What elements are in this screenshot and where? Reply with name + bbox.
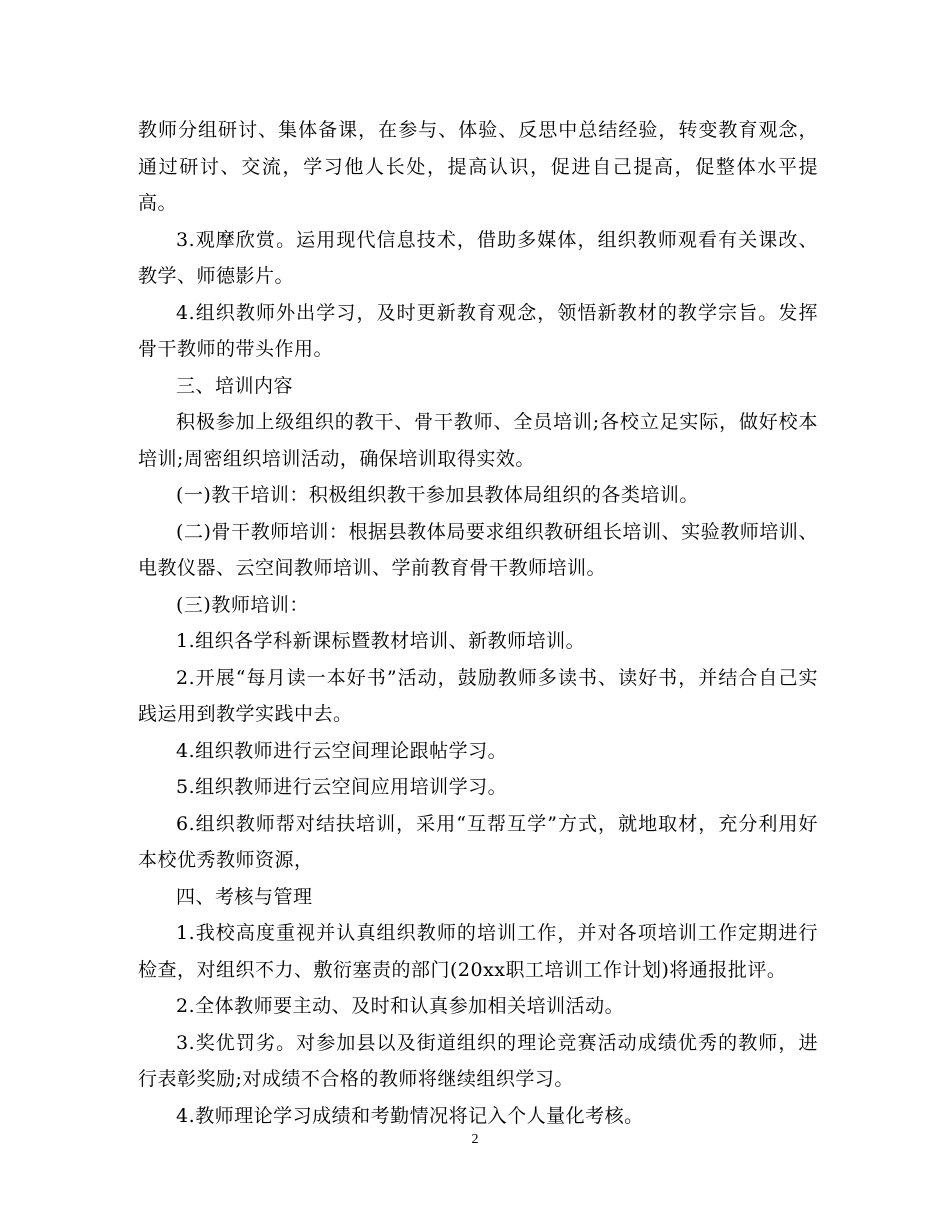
paragraph: 教师分组研讨、集体备课，在参与、体验、反思中总结经验，转变教育观念，通过研讨、交流，学习他人长处，提高认识，促进自己提高，促整体水平提高。 (138, 119, 818, 214)
paragraph: 4.组织教师外出学习，及时更新教育观念，领悟新教材的教学宗旨。发挥骨干教师的带头作用。 (138, 301, 818, 360)
document-body (138, 112, 818, 1134)
section-heading: 三、培训内容 (176, 374, 294, 397)
paragraph: 积极参加上级组织的教干、骨干教师、全员培训;各校立足实际，做好校本培训;周密组织培训活动，确保培训取得实效。 (138, 411, 818, 470)
paragraph: 1.组织各学科新课标暨教材培训、新教师培训。 (176, 630, 586, 652)
paragraph: (二)骨干教师培训：根据县教体局要求组织教研组长培训、实验教师培训、电教仪器、云空间教师培训、学前教育骨干教师培训。 (138, 520, 818, 579)
paragraph: 5.组织教师进行云空间应用培训学习。 (176, 776, 508, 798)
subsection-heading: (三)教师培训： (176, 593, 309, 616)
paragraph: 1.我校高度重视并认真组织教师的培训工作，并对各项培训工作定期进行检查，对组织不力、敷衍塞责的部门(20xx职工培训工作计划)将通报批评。 (138, 922, 818, 981)
paragraph: (一)教干培训：积极组织教干参加县教体局组织的各类培训。 (176, 484, 699, 506)
paragraph: 6.组织教师帮对结扶培训，采用“互帮互学”方式，就地取材，充分利用好本校优秀教师资源， (138, 812, 818, 871)
paragraph: 4.组织教师进行云空间理论跟帖学习。 (176, 739, 508, 762)
paragraph: 4.教师理论学习成绩和考勤情况将记入个人量化考核。 (176, 1104, 644, 1127)
paragraph: 2.开展“每月读一本好书”活动，鼓励教师多读书、读好书，并结合自己实践运用到教学实践中去。 (138, 666, 818, 725)
paragraph: 3.奖优罚劣。对参加县以及街道组织的理论竞赛活动成绩优秀的教师，进行表彰奖励;对成绩不合格的教师将继续组织学习。 (138, 1031, 818, 1090)
page-number: 2 (471, 1132, 479, 1147)
paragraph: 2.全体教师要主动、及时和认真参加相关培训活动。 (176, 995, 625, 1017)
section-heading: 四、考核与管理 (176, 885, 313, 908)
paragraph: 3.观摩欣赏。运用现代信息技术，借助多媒体，组织教师观看有关课改、教学、师德影片。 (138, 228, 818, 287)
